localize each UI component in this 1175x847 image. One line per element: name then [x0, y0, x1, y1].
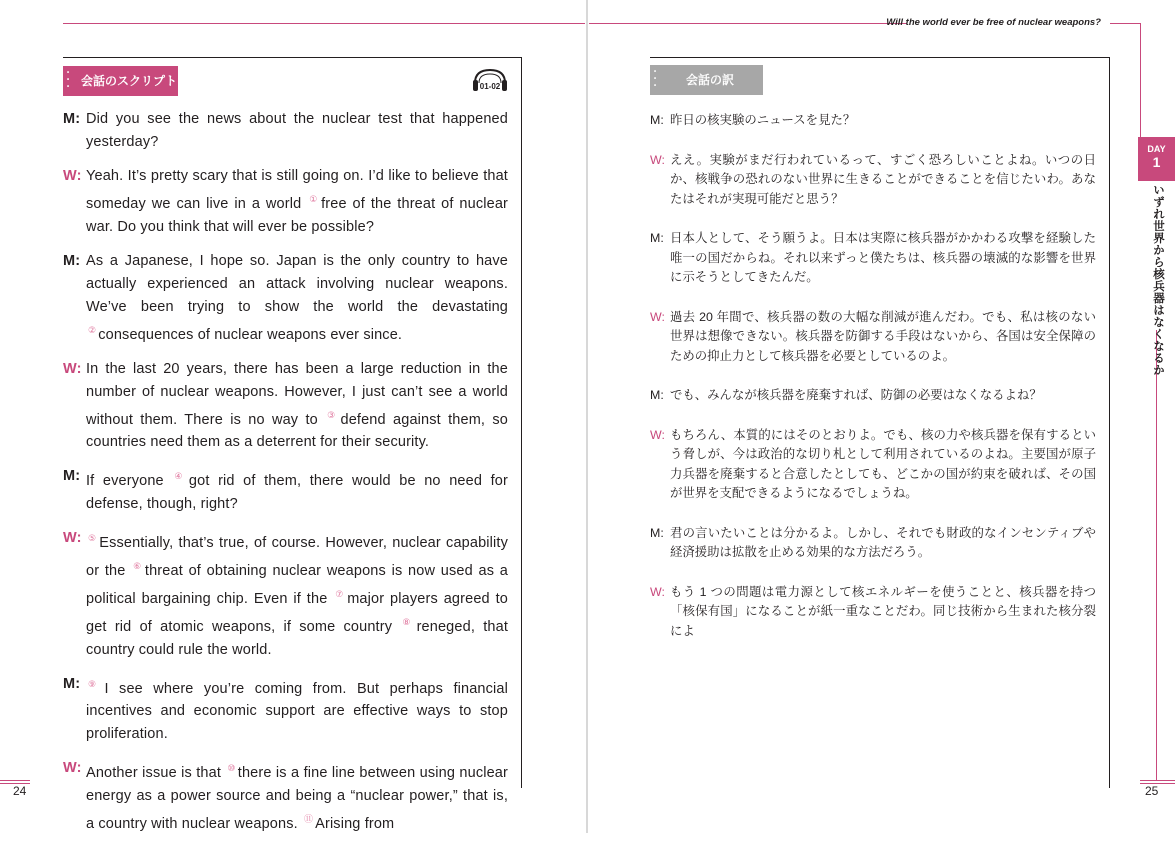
utterance-segment: Essentially, that’s true, of course. However, nuclear capability or the	[86, 535, 509, 579]
utterance-text	[86, 527, 508, 661]
right-header-rule-end	[1110, 23, 1140, 24]
translation-line	[650, 111, 1096, 131]
speaker-label: M:	[63, 675, 81, 692]
japanese-translation-body	[650, 111, 1096, 661]
utterance-segment: free of the threat of nuclear war. Do you think that will ever be possible?	[86, 195, 509, 235]
vocab-note-marker: ⑤	[88, 533, 98, 544]
utterance-segment: Arising from	[315, 816, 395, 833]
speaker-label: W:	[63, 168, 82, 184]
translation-text: 君の言いたいことは分かるよ。しかし、それでも財政的なインセンティブや経済援助は拡散を止める効果的な方法だろう。	[670, 525, 1096, 559]
right-edge-rule-upper	[1140, 23, 1141, 137]
translation-line	[650, 524, 1096, 563]
translation-text: でも、みんなが核兵器を廃棄すれば、防御の必要はなくなるよね？	[670, 388, 1042, 402]
translation-line	[650, 426, 1096, 504]
speaker-label: M:	[63, 252, 81, 269]
speaker-label: W:	[650, 309, 665, 324]
dialogue-line	[63, 527, 508, 661]
translation-line	[650, 308, 1096, 367]
vocab-note-marker: ⑧	[402, 616, 415, 627]
running-header-title: Will the world ever be free of nuclear weapons?	[886, 17, 1101, 28]
utterance-text	[86, 358, 508, 455]
speaker-label: W:	[63, 530, 82, 547]
translation-text: ええ。実験がまだ行われているって、すごく恐ろしいことよね。いつの日か、核戦争の恐れのない世界に生きることができることを信じたいわ。あなたはそれが実現可能だと思う？	[670, 152, 1096, 206]
english-script-body	[63, 108, 508, 847]
utterance-segment: Did you see the news about the nuclear test that happened yesterday?	[86, 111, 508, 150]
track-number: 01-02	[479, 82, 501, 91]
translation-text: 昨日の核実験のニュースを見た？	[670, 113, 856, 127]
day-tab-number: 1	[1152, 154, 1161, 170]
speaker-label: W:	[650, 152, 665, 167]
right-footer-rule	[1140, 780, 1175, 781]
translation-text: 過去 20 年間で、核兵器の数の大幅な削減が進んだわ。でも、私は核のない世界は想像できない。核兵器を防御する手段はないから、各国は安全保障のための抑止力として核兵器を必要としているのよ。	[670, 309, 1096, 363]
script-section-label-text: 会話のスクリプト	[81, 74, 178, 88]
speaker-label: M:	[650, 525, 664, 540]
left-frame-top	[63, 57, 522, 58]
utterance-segment: Another issue is that	[86, 765, 226, 782]
utterance-text	[86, 250, 508, 347]
speaker-label: M:	[650, 231, 664, 245]
translation-line	[650, 386, 1096, 406]
translation-text: もちろん、本質的にはそのとおりよ。でも、核の力や核兵器を保有するという脅しが、今は政治的な切り札として利用されているのよね。主要国が原子力兵器を廃棄すると合意したとしても、どこかの国が約束を破れば、その国が世界を支配できるようになるでしょうね。	[670, 427, 1096, 500]
translation-line	[650, 229, 1096, 288]
dialogue-line	[63, 108, 508, 154]
utterance-text	[86, 465, 508, 516]
left-frame-right	[521, 57, 522, 788]
utterance-segment: consequences of nuclear weapons ever since.	[98, 326, 403, 343]
translation-section-label-text: 会話の訳	[686, 73, 735, 87]
utterance-text	[86, 165, 508, 239]
right-page-number: 25	[1145, 784, 1159, 798]
utterance-segment: I see where you’re coming from. But perhaps financial incentives and economic support are effective ways to stop proliferation.	[86, 680, 508, 743]
label-dots: • • •	[654, 69, 657, 89]
vocab-note-marker: ⑨	[88, 678, 103, 689]
day-tab	[1138, 137, 1175, 181]
dialogue-line	[63, 165, 508, 239]
utterance-text	[86, 757, 508, 836]
utterance-segment: In the last 20 years, there has been a large reduction in the number of nuclear weapons. However, I just can’t see a world without them. There is no way to	[86, 360, 508, 428]
vocab-note-marker: ⑪	[303, 814, 314, 825]
utterance-text	[86, 673, 508, 747]
dialogue-line	[63, 757, 508, 836]
headphones-track-icon	[470, 67, 510, 93]
speaker-label: W:	[650, 584, 665, 599]
speaker-label: W:	[63, 360, 82, 377]
speaker-label: M:	[650, 388, 664, 402]
label-dots: • • •	[67, 70, 70, 90]
utterance-segment: reneged, that country could rule the world.	[86, 618, 508, 658]
translation-text: 日本人として、そう願うよ。日本は実際に核兵器がかかわる攻撃を経験した唯一の国だからね。それ以来ずっと僕たちは、核兵器の壊滅的な影響を世界に示そうとしてきたんだ。	[670, 231, 1096, 284]
right-frame-top	[650, 57, 1110, 58]
utterance-text	[86, 108, 508, 154]
left-header-rule	[63, 23, 585, 24]
utterance-segment: defend against them, so countries need them as a deterrent for their security.	[86, 411, 509, 451]
utterance-segment: Yeah. It’s pretty scary that is still going on. I’d like to believe that someday we can live in a world	[86, 168, 508, 212]
day-tab-label: DAY	[1147, 144, 1166, 154]
utterance-segment: there is a fine line between using nuclear energy as a power source and being a “nuclear power,” that is, a country with nuclear weapons.	[86, 765, 509, 833]
chapter-vertical-title: いずれ世界から核兵器はなくなるか	[1152, 184, 1164, 376]
translation-section-label	[650, 65, 763, 95]
speaker-label: W:	[650, 427, 665, 442]
dialogue-line	[63, 465, 508, 516]
dialogue-line	[63, 250, 508, 347]
vocab-note-marker: ②	[88, 324, 97, 335]
translation-line	[650, 583, 1096, 642]
speaker-label: M:	[650, 113, 664, 127]
vocab-note-marker: ⑩	[227, 763, 236, 774]
vocab-note-marker: ③	[327, 409, 339, 420]
vocab-note-marker: ④	[174, 471, 187, 482]
speaker-label: M:	[63, 111, 81, 127]
page-gutter	[586, 0, 588, 833]
utterance-segment: threat of obtaining nuclear weapons is now used as a political bargaining chip. Even if the	[86, 562, 509, 607]
dialogue-line	[63, 358, 508, 455]
speaker-label: M:	[63, 468, 81, 485]
utterance-segment: As a Japanese, I hope so. Japan is the only country to have actually experienced an attack involving nuclear weapons. We’ve been trying to show the world the devastating	[86, 252, 508, 315]
utterance-segment: If everyone	[86, 473, 173, 490]
right-header-rule	[589, 23, 907, 24]
left-footer-rule	[0, 780, 30, 781]
speaker-label: W:	[63, 760, 82, 777]
right-edge-rule-lower	[1156, 330, 1157, 780]
dialogue-line	[63, 673, 508, 747]
translation-line	[650, 151, 1096, 210]
translation-text: もう 1 つの問題は電力源として核エネルギーを使うことと、核兵器を持つ「核保有国」になることが紙一重なことだわ。同じ技術から生まれた核分裂によ	[670, 584, 1096, 638]
right-frame-right	[1109, 57, 1110, 788]
vocab-note-marker: ⑦	[335, 588, 346, 599]
utterance-segment: got rid of them, there would be no need for defense, though, right?	[86, 473, 508, 513]
script-section-label	[63, 66, 178, 96]
utterance-segment: major players agreed to get rid of atomic weapons, if some country	[86, 590, 509, 635]
vocab-note-marker: ⑥	[133, 561, 143, 572]
left-page-number: 24	[13, 784, 27, 798]
vocab-note-marker: ①	[309, 194, 320, 204]
